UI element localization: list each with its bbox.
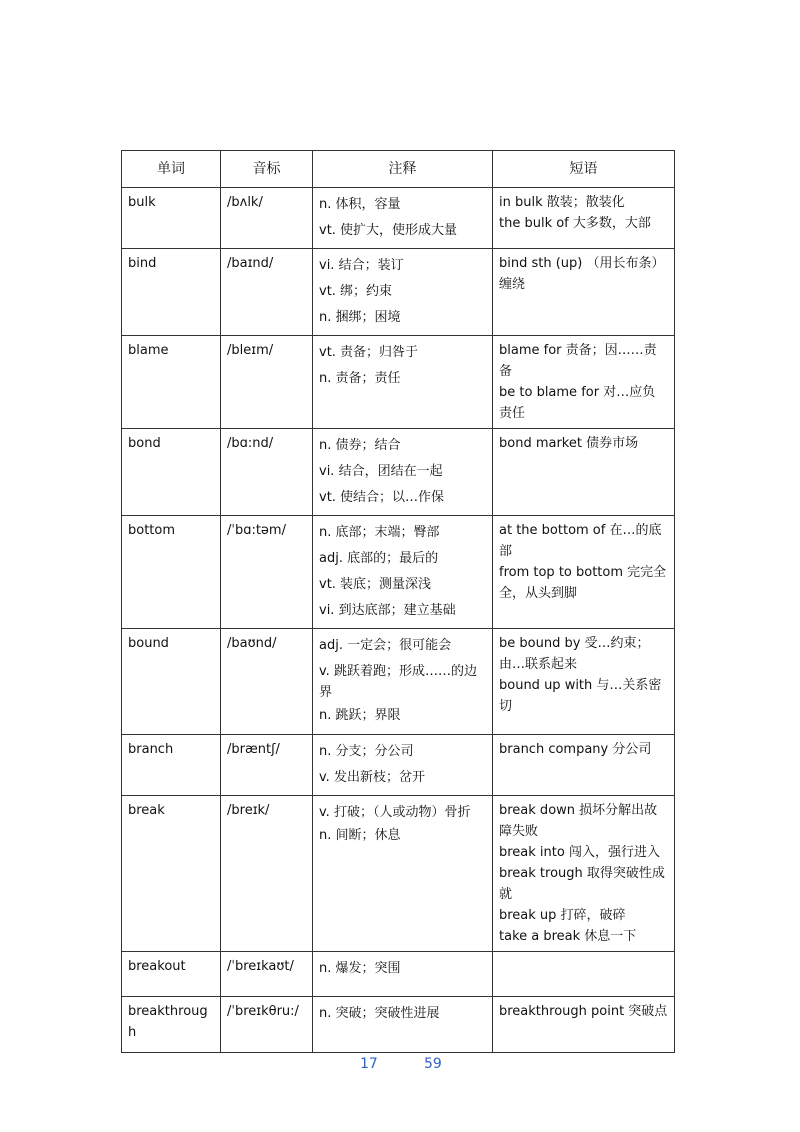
phonetic-cell: /bʌlk/ [221,188,313,249]
phrases-cell [493,429,675,516]
phrases-cell [493,249,675,336]
phrase-line: be bound by 受…约束；由…联系起来 [499,636,650,672]
note-line: n. 间断；休息 [319,828,401,843]
table-header [122,151,675,188]
phrase-line: break down 损坏分解出故障失败 [499,803,658,839]
notes-cell [313,429,493,516]
note-line: vt. 绑；约束 [319,284,393,299]
notes-cell [313,516,493,629]
phrases-cell [493,997,675,1053]
phonetic-cell: /bleɪm/ [221,336,313,429]
phrases-cell [493,516,675,629]
word-cell: breakout [122,952,221,997]
phrases-cell [493,336,675,429]
phrase-line: take a break 休息一下 [499,929,637,944]
phrase-line: the bulk of 大多数，大部 [499,216,651,231]
notes-cell [313,952,493,997]
note-line: vt. 使结合；以…作保 [319,490,445,505]
page-footer [0,1056,800,1076]
header-notes: 注释 [313,151,493,188]
note-line: n. 债券；结合 [319,438,401,453]
phrases-cell [493,735,675,796]
phonetic-cell: /ˈbreɪkaʊt/ [221,952,313,997]
note-line: n. 底部；末端；臀部 [319,525,440,540]
table-row [122,997,675,1053]
word-cell: breakthrough [122,997,221,1053]
current-page-number: 17 [360,1056,378,1072]
table-row [122,188,675,249]
phrase-line: break up 打碎，破碎 [499,908,626,923]
note-line: vi. 到达底部；建立基础 [319,603,456,618]
notes-cell [313,735,493,796]
notes-cell [313,188,493,249]
note-line: adj. 一定会；很可能会 [319,638,452,653]
phonetic-cell: /ˈbɑ:təm/ [221,516,313,629]
notes-cell [313,249,493,336]
phonetic-cell: /bɑ:nd/ [221,429,313,516]
word-cell: blame [122,336,221,429]
phrase-line: be to blame for 对…应负责任 [499,385,656,421]
phrases-cell [493,952,675,997]
header-phonetic: 音标 [221,151,313,188]
phrase-line: break into 闯入，强行进入 [499,845,660,860]
phrase-line: breakthrough point 突破点 [499,1004,668,1019]
table-row [122,629,675,735]
header-phrases: 短语 [493,151,675,188]
note-line: n. 分支；分公司 [319,744,414,759]
phrase-line: at the bottom of 在…的底部 [499,523,662,559]
table-row [122,249,675,336]
table-row [122,735,675,796]
note-line: vt. 责备；归咎于 [319,345,419,360]
note-line: vt. 装底；测量深浅 [319,577,432,592]
phonetic-cell: /bræntʃ/ [221,735,313,796]
table-row [122,516,675,629]
vocabulary-table [121,150,675,1053]
table-row [122,429,675,516]
note-line: n. 跳跃；界限 [319,708,401,723]
note-line: n. 责备；责任 [319,371,401,386]
notes-cell [313,997,493,1053]
note-line: n. 体积，容量 [319,197,401,212]
notes-cell [313,796,493,952]
phonetic-cell: /breɪk/ [221,796,313,952]
note-line: n. 突破；突破性进展 [319,1006,440,1021]
phrase-line: bound up with 与…关系密切 [499,678,662,714]
phrase-line: from top to bottom 完完全全，从头到脚 [499,565,667,601]
phrase-line: bind sth (up) （用长布条）缠绕 [499,256,665,292]
table-row [122,796,675,952]
phrases-cell [493,629,675,735]
header-row [122,151,675,188]
phrases-cell [493,188,675,249]
note-line: n. 捆绑；困境 [319,310,401,325]
table-row [122,336,675,429]
phrase-line: break trough 取得突破性成就 [499,866,665,902]
note-line: n. 爆发；突围 [319,961,401,976]
note-line: vi. 结合，团结在一起 [319,464,443,479]
phrases-cell [493,796,675,952]
word-cell: bulk [122,188,221,249]
word-cell: branch [122,735,221,796]
note-line: adj. 底部的；最后的 [319,551,439,566]
note-line: v. 发出新枝；岔开 [319,770,425,785]
table-body [122,188,675,1053]
phrase-line: branch company 分公司 [499,742,652,757]
phonetic-cell: /baɪnd/ [221,249,313,336]
note-line: v. 跳跃着跑；形成……的边界 [319,664,477,700]
phonetic-cell: /ˈbreɪkθru:/ [221,997,313,1053]
word-cell: bottom [122,516,221,629]
total-pages-number: 59 [424,1056,442,1072]
word-cell: bound [122,629,221,735]
note-line: vt. 使扩大，使形成大量 [319,223,458,238]
phrase-line: in bulk 散装；散装化 [499,195,625,210]
note-line: vi. 结合；装订 [319,258,404,273]
phrase-line: bond market 债券市场 [499,436,639,451]
notes-cell [313,336,493,429]
word-cell: break [122,796,221,952]
table-row [122,952,675,997]
word-cell: bond [122,429,221,516]
note-line: v. 打破；（人或动物）骨折 [319,805,471,820]
phrase-line: blame for 责备；因……责备 [499,343,657,379]
word-cell: bind [122,249,221,336]
phonetic-cell: /baʊnd/ [221,629,313,735]
notes-cell [313,629,493,735]
header-word: 单词 [122,151,221,188]
